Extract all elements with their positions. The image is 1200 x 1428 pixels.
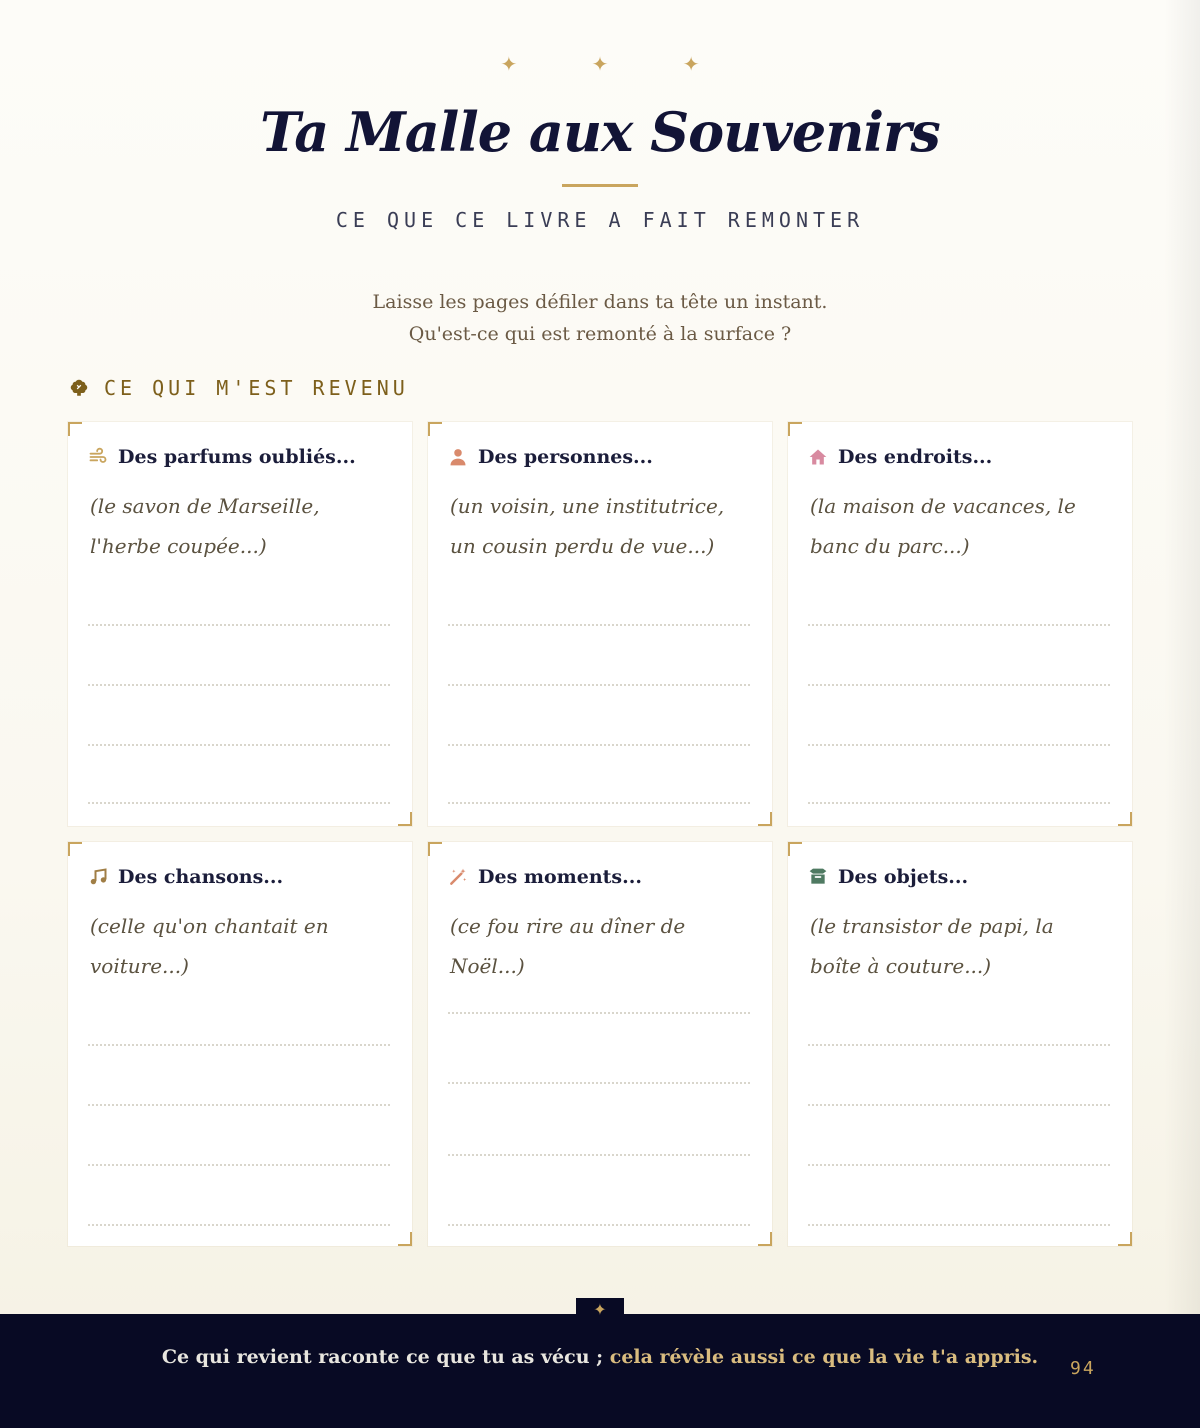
house-icon <box>808 447 828 467</box>
corner-ornament <box>788 422 802 436</box>
writing-line[interactable] <box>808 744 1110 746</box>
card-perfumes <box>68 422 412 826</box>
card-hint: (le transistor de papi, la boîte à couture...) <box>810 914 1054 978</box>
writing-line[interactable] <box>88 1224 390 1226</box>
music-icon <box>88 867 108 887</box>
corner-ornament <box>428 422 442 436</box>
card-songs <box>68 842 412 1246</box>
writing-line[interactable] <box>448 1224 750 1226</box>
writing-line[interactable] <box>88 1104 390 1106</box>
box-icon <box>808 867 828 887</box>
writing-line[interactable] <box>448 684 750 686</box>
writing-line[interactable] <box>448 624 750 626</box>
writing-line[interactable] <box>448 1082 750 1084</box>
card-title <box>88 446 356 468</box>
card-title-label: Des moments... <box>478 866 642 888</box>
page-title: Ta Malle aux Souvenirs <box>260 100 940 164</box>
card-title <box>88 866 283 888</box>
card-hint: (la maison de vacances, le banc du parc...) <box>810 494 1076 558</box>
card-title <box>808 866 968 888</box>
writing-line[interactable] <box>88 1164 390 1166</box>
card-people <box>428 422 772 826</box>
page-number: 94 <box>1070 1358 1096 1379</box>
card-title <box>448 866 642 888</box>
card-hint: (le savon de Marseille, l'herbe coupée...) <box>90 494 320 558</box>
writing-line[interactable] <box>448 1012 750 1014</box>
section-heading <box>68 376 409 400</box>
card-title-label: Des endroits... <box>838 446 993 468</box>
intro-line-1: Laisse les pages défiler dans ta tête un instant. <box>372 291 828 313</box>
footer-bar <box>0 1314 1200 1428</box>
writing-line[interactable] <box>88 624 390 626</box>
card-hint: (un voisin, une institutrice, un cousin perdu de vue...) <box>450 494 725 558</box>
card-title-label: Des chansons... <box>118 866 284 888</box>
card-hint: (celle qu'on chantait en voiture...) <box>90 914 329 978</box>
corner-ornament <box>398 812 412 826</box>
corner-ornament <box>68 422 82 436</box>
writing-line[interactable] <box>808 1044 1110 1046</box>
writing-line[interactable] <box>808 1104 1110 1106</box>
footer-quote-accent: cela révèle aussi ce que la vie t'a appris. <box>609 1346 1039 1368</box>
card-moments <box>428 842 772 1246</box>
writing-line[interactable] <box>808 684 1110 686</box>
card-title-label: Des personnes... <box>478 446 653 468</box>
card-title-label: Des objets... <box>838 866 969 888</box>
decorative-stars: ✦ ✦ ✦ <box>500 52 734 76</box>
footer-quote-main: Ce qui revient raconte ce que tu as vécu ; <box>161 1346 610 1368</box>
corner-ornament <box>68 842 82 856</box>
magic-wand-icon <box>448 867 468 887</box>
writing-line[interactable] <box>88 744 390 746</box>
writing-line[interactable] <box>448 1154 750 1156</box>
intro-line-2: Qu'est-ce qui est remonté à la surface ? <box>408 323 792 345</box>
title-divider <box>562 184 638 187</box>
writing-line[interactable] <box>808 624 1110 626</box>
writing-line[interactable] <box>88 1044 390 1046</box>
card-objects <box>788 842 1132 1246</box>
brain-icon <box>68 377 90 399</box>
person-icon <box>448 447 468 467</box>
corner-ornament <box>758 812 772 826</box>
writing-line[interactable] <box>448 802 750 804</box>
writing-line[interactable] <box>808 802 1110 804</box>
card-title-label: Des parfums oubliés... <box>118 446 356 468</box>
writing-line[interactable] <box>808 1164 1110 1166</box>
footer-quote <box>0 1346 1200 1368</box>
writing-line[interactable] <box>808 1224 1110 1226</box>
wind-icon <box>88 447 108 467</box>
corner-ornament <box>428 842 442 856</box>
writing-line[interactable] <box>448 744 750 746</box>
star-icon: ✦ <box>576 1298 624 1322</box>
corner-ornament <box>788 842 802 856</box>
corner-ornament <box>1118 812 1132 826</box>
card-title <box>448 446 653 468</box>
card-places <box>788 422 1132 826</box>
section-heading-label: CE QUI M'EST REVENU <box>104 376 409 400</box>
writing-line[interactable] <box>88 684 390 686</box>
card-title <box>808 446 992 468</box>
card-hint: (ce fou rire au dîner de Noël...) <box>450 914 686 978</box>
page-edge-shadow <box>1164 0 1200 1314</box>
writing-line[interactable] <box>88 802 390 804</box>
page-subtitle: CE QUE CE LIVRE A FAIT REMONTER <box>335 208 865 232</box>
corner-ornament <box>398 1232 412 1246</box>
intro-text <box>0 286 1200 350</box>
corner-ornament <box>1118 1232 1132 1246</box>
corner-ornament <box>758 1232 772 1246</box>
